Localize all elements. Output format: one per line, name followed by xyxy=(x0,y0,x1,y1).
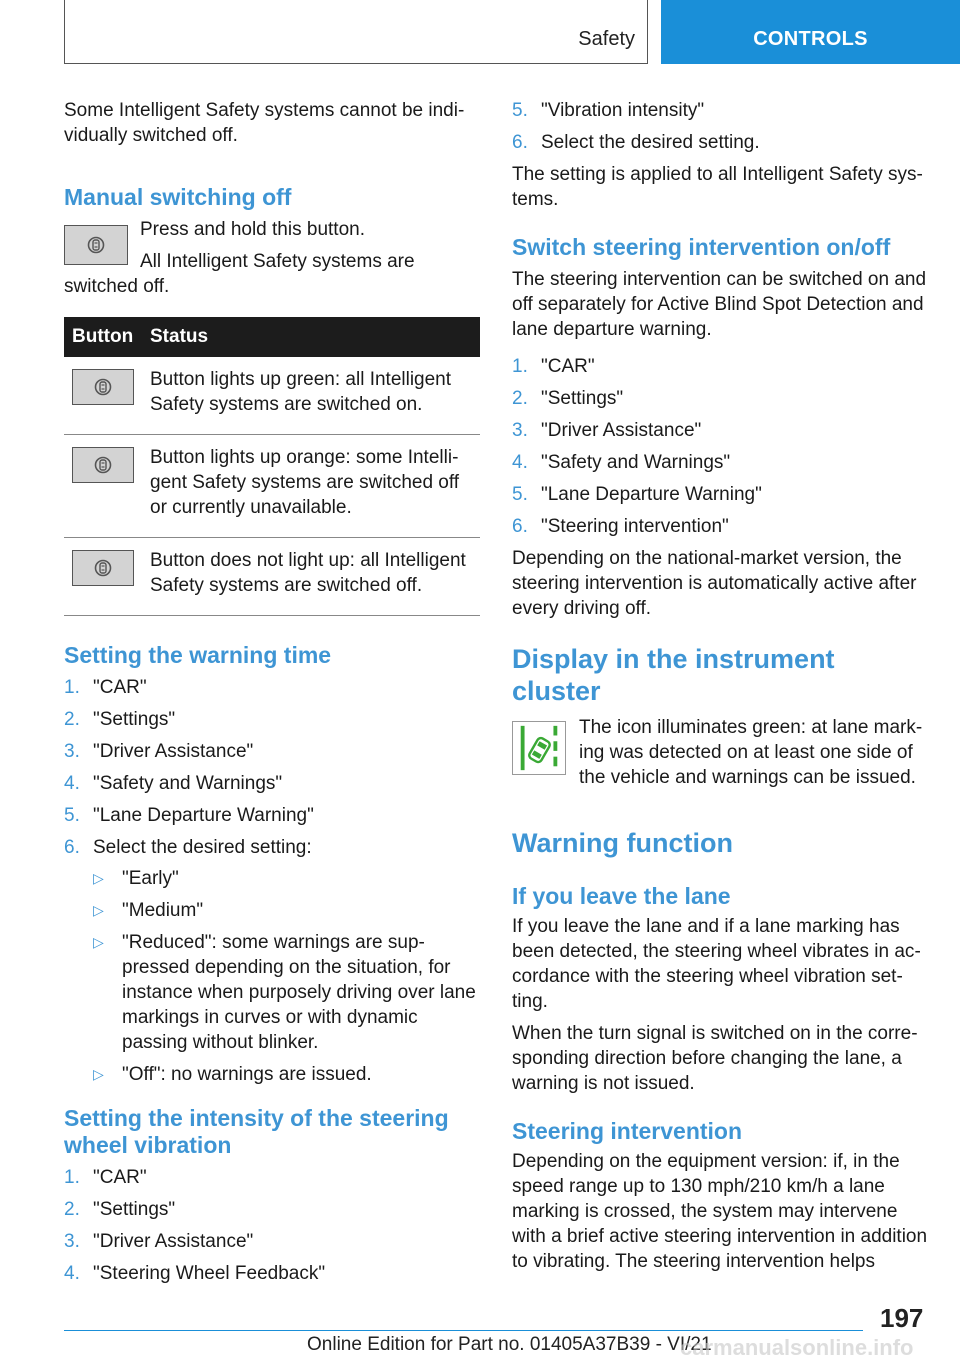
header-section-box xyxy=(64,0,648,64)
steering-note: Depending on the national-market version, the steering intervention is automatically active after every driving off. xyxy=(512,548,917,619)
triangle-bullet-icon: ▷ xyxy=(93,934,104,950)
triangle-bullet-icon: ▷ xyxy=(93,902,104,918)
header-chapter-tab xyxy=(661,0,960,64)
steering-intervention-body: Depending on the equipment version: if, in the speed range up to 130 mph/210 km/h a lane marking is crossed, the system may intervene with a brief active steering intervention in addition to vibrating. The steering intervention helps xyxy=(512,1151,928,1272)
list-item: 4. "Steering Wheel Feedback" xyxy=(64,1263,326,1284)
list-item: 4. "Safety and Warnings" xyxy=(64,773,283,794)
lane-departure-icon xyxy=(512,721,566,775)
safety-button-icon xyxy=(72,447,134,483)
leave-lane-p2: When the turn signal is switched on in the corresponding direction before changing the lane, a warning is not issued. xyxy=(512,1023,918,1094)
option-item: ▷ "Off": no warnings are issued. xyxy=(93,1064,372,1085)
list-item: 6. Select the desired setting: ▷ "Early" ▷ "Medium" ▷ "Reduced": some warnings are suppressed depending on the situation, for instance when purposely driving over lane markings in curves or with dynamic passing without blinker. ▷ "Off": no warnings are issued. xyxy=(64,835,480,1087)
left-column xyxy=(64,98,480,1293)
list-item: 1. "CAR" xyxy=(64,677,147,698)
safety-button-icon xyxy=(72,369,134,405)
manual-switching-block xyxy=(64,217,480,272)
footer-divider xyxy=(64,1330,863,1331)
table-cell-status: Button does not light up: all Intelligent Safety systems are switched off. xyxy=(142,538,480,616)
display-cluster-block xyxy=(512,715,928,797)
button-status-table xyxy=(64,317,480,616)
option-item: ▷ "Medium" xyxy=(93,900,204,921)
list-item: 5. "Vibration intensity" xyxy=(512,100,705,121)
table-cell-status: Button lights up orange: some Intelligent Safety systems are switched off or currently unavailable. xyxy=(142,435,480,538)
table-row xyxy=(64,538,480,616)
intensity-steps-continued xyxy=(512,98,928,155)
steering-onoff-body: The steering intervention can be switched on and off separately for Active Blind Spot Detection and lane departure warning. xyxy=(512,269,927,340)
page-number: 197 xyxy=(880,1303,924,1333)
list-item: 1. "CAR" xyxy=(512,356,595,377)
steering-onoff-steps xyxy=(512,354,928,539)
right-column xyxy=(512,98,928,1274)
table-row xyxy=(64,435,480,538)
footer-edition: Online Edition for Part no. 01405A37B39 - VI/21 xyxy=(307,1334,712,1355)
option-item: ▷ "Reduced": some warnings are suppressed depending on the situation, for instance when purposely driving over lane markings in curves or with dynamic passing without blinker. xyxy=(93,932,476,1053)
safety-button-icon xyxy=(64,225,128,265)
list-item: 3. "Driver Assistance" xyxy=(512,420,702,441)
option-item: ▷ "Early" xyxy=(93,868,179,889)
list-item: 2. "Settings" xyxy=(64,709,176,730)
manual-line-1: Press and hold this button. xyxy=(140,219,365,240)
leave-lane-heading: If you leave the lane xyxy=(512,883,731,909)
safety-button-icon xyxy=(72,550,134,586)
table-header-button: Button xyxy=(64,317,142,357)
table-cell-status: Button lights up green: all Intelligent Safety systems are switched on. xyxy=(142,357,480,435)
leave-lane-p1: If you leave the lane and if a lane marking has been detected, the steering wheel vibrates in accordance with the steering wheel vibration setting. xyxy=(512,916,921,1012)
list-item: 2. "Settings" xyxy=(512,388,624,409)
manual-switching-heading: Manual switching off xyxy=(64,184,292,210)
applied-paragraph: The setting is applied to all Intelligent Safety systems. xyxy=(512,164,923,210)
warning-time-steps xyxy=(64,675,480,1087)
warning-time-heading: Setting the warning time xyxy=(64,642,332,668)
steering-intervention-heading: Steering intervention xyxy=(512,1118,743,1144)
warning-time-options xyxy=(93,866,480,1087)
intensity-steps xyxy=(64,1165,480,1286)
list-item: 5. "Lane Departure Warning" xyxy=(64,805,314,826)
steering-onoff-heading: Switch steering intervention on/off xyxy=(512,234,891,260)
triangle-bullet-icon: ▷ xyxy=(93,870,104,886)
triangle-bullet-icon: ▷ xyxy=(93,1066,104,1082)
list-item: 6. "Steering intervention" xyxy=(512,516,729,537)
table-header-status: Status xyxy=(142,317,480,357)
intensity-heading: Setting the intensity of the steering wheel vibration xyxy=(64,1105,449,1158)
list-item: 6. Select the desired setting. xyxy=(512,132,760,153)
header-chapter-title: CONTROLS xyxy=(753,28,868,50)
list-item: 1. "CAR" xyxy=(64,1167,147,1188)
list-item: 3. "Driver Assistance" xyxy=(64,741,254,762)
header-section-title: Safety xyxy=(578,28,635,50)
table-row xyxy=(64,357,480,435)
list-item: 3. "Driver Assistance" xyxy=(64,1231,254,1252)
intro-paragraph: Some Intelligent Safety systems cannot be individually switched off. xyxy=(64,100,465,146)
display-cluster-body: The icon illuminates green: at lane marking was detected on at least one side of the vehicle and warnings can be issued. xyxy=(579,717,923,788)
list-item: 4. "Safety and Warnings" xyxy=(512,452,731,473)
display-cluster-heading: Display in the instrument cluster xyxy=(512,644,835,706)
manual-line-3: switched off. xyxy=(64,276,170,297)
manual-line-2: All Intelligent Safety systems are xyxy=(140,251,415,272)
watermark: carmanualsonline.info xyxy=(680,1335,914,1360)
list-item: 2. "Settings" xyxy=(64,1199,176,1220)
list-item: 5. "Lane Departure Warning" xyxy=(512,484,762,505)
warning-function-heading: Warning function xyxy=(512,828,733,858)
